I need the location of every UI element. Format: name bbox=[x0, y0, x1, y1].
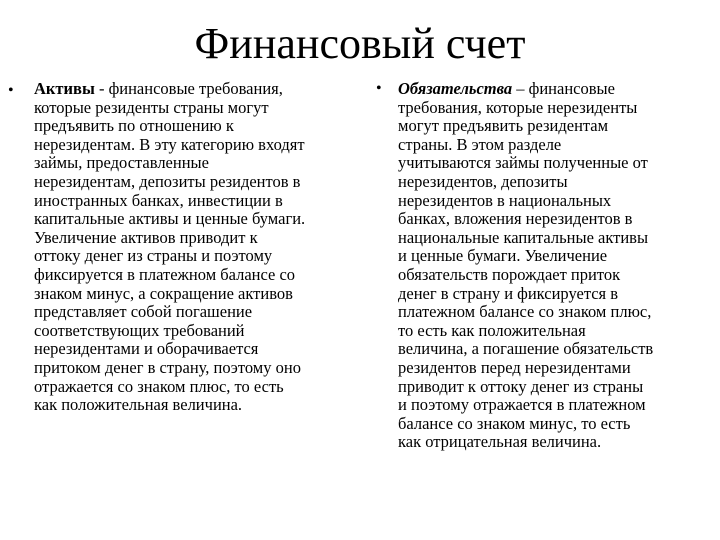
text-line: предъявить по отношению к bbox=[34, 116, 234, 136]
text-line: национальные капитальные активы bbox=[398, 227, 649, 247]
text-line: нерезидентов в национальных bbox=[398, 190, 612, 210]
bullet-left: • bbox=[8, 82, 14, 99]
text-line: страны. В этом разделе bbox=[398, 134, 562, 154]
text-line: нерезидентами и оборачивается bbox=[34, 339, 259, 359]
text-line: платежном балансе со знаком плюс, bbox=[398, 302, 652, 322]
assets-paragraph bbox=[34, 80, 364, 415]
text-line: капитальные активы и ценные бумаги. bbox=[34, 209, 306, 229]
assets-first-line bbox=[34, 80, 364, 99]
text-line: учитываются займы полученные от bbox=[398, 153, 648, 173]
text-line: оттоку денег из страны и поэтому bbox=[34, 246, 273, 266]
text-line: нерезидентам, депозиты резидентов в bbox=[34, 171, 301, 191]
text-line: резидентов перед нерезидентами bbox=[398, 357, 631, 377]
liabilities-first-line bbox=[398, 80, 714, 99]
text-line: и поэтому отражается в платежном bbox=[398, 395, 646, 415]
bullet-right: • bbox=[376, 80, 382, 97]
text-line: займы, предоставленные bbox=[34, 153, 209, 173]
text-line: Увеличение активов приводит к bbox=[34, 227, 258, 247]
liabilities-paragraph bbox=[398, 80, 714, 452]
liabilities-first-line-rest: – финансовые bbox=[512, 79, 615, 98]
text-line: то есть как положительная bbox=[398, 320, 586, 340]
slide-title: Финансовый счет bbox=[194, 19, 526, 68]
text-line: соответствующих требований bbox=[34, 320, 245, 340]
text-line: нерезидентам. В эту категорию входят bbox=[34, 134, 305, 154]
text-line: требования, которые нерезиденты bbox=[398, 97, 638, 117]
liabilities-lines bbox=[398, 99, 714, 452]
text-line: представляет собой погашение bbox=[34, 302, 253, 322]
text-line: банках, вложения нерезидентов в bbox=[398, 209, 633, 229]
text-line: отражается со знаком плюс, то есть bbox=[34, 376, 284, 396]
text-line: которые резиденты страны могут bbox=[34, 97, 269, 117]
text-line: приводит к оттоку денег из страны bbox=[398, 376, 644, 396]
assets-first-line-rest: - финансовые требования, bbox=[94, 79, 283, 98]
text-line: нерезидентов, депозиты bbox=[398, 171, 568, 191]
text-line: как положительная величина. bbox=[34, 395, 243, 415]
text-line: притоком денег в страну, поэтому оно bbox=[34, 357, 301, 377]
text-line: и ценные бумаги. Увеличение bbox=[398, 246, 608, 266]
text-line: иностранных банках, инвестиции в bbox=[34, 190, 283, 210]
assets-term: Активы bbox=[34, 79, 95, 98]
text-line: обязательств порождает приток bbox=[398, 264, 621, 284]
liabilities-term: Обязательства bbox=[398, 79, 513, 98]
text-line: величина, а погашение обязательств bbox=[398, 339, 654, 359]
text-line: как отрицательная величина. bbox=[398, 432, 602, 452]
text-line: знаком минус, а сокращение активов bbox=[34, 283, 293, 303]
text-line: балансе со знаком минус, то есть bbox=[398, 413, 631, 433]
text-line: могут предъявить резидентам bbox=[398, 116, 609, 136]
assets-lines bbox=[34, 99, 364, 415]
text-line: фиксируется в платежном балансе со bbox=[34, 264, 296, 284]
text-line: денег в страну и фиксируется в bbox=[398, 283, 619, 303]
